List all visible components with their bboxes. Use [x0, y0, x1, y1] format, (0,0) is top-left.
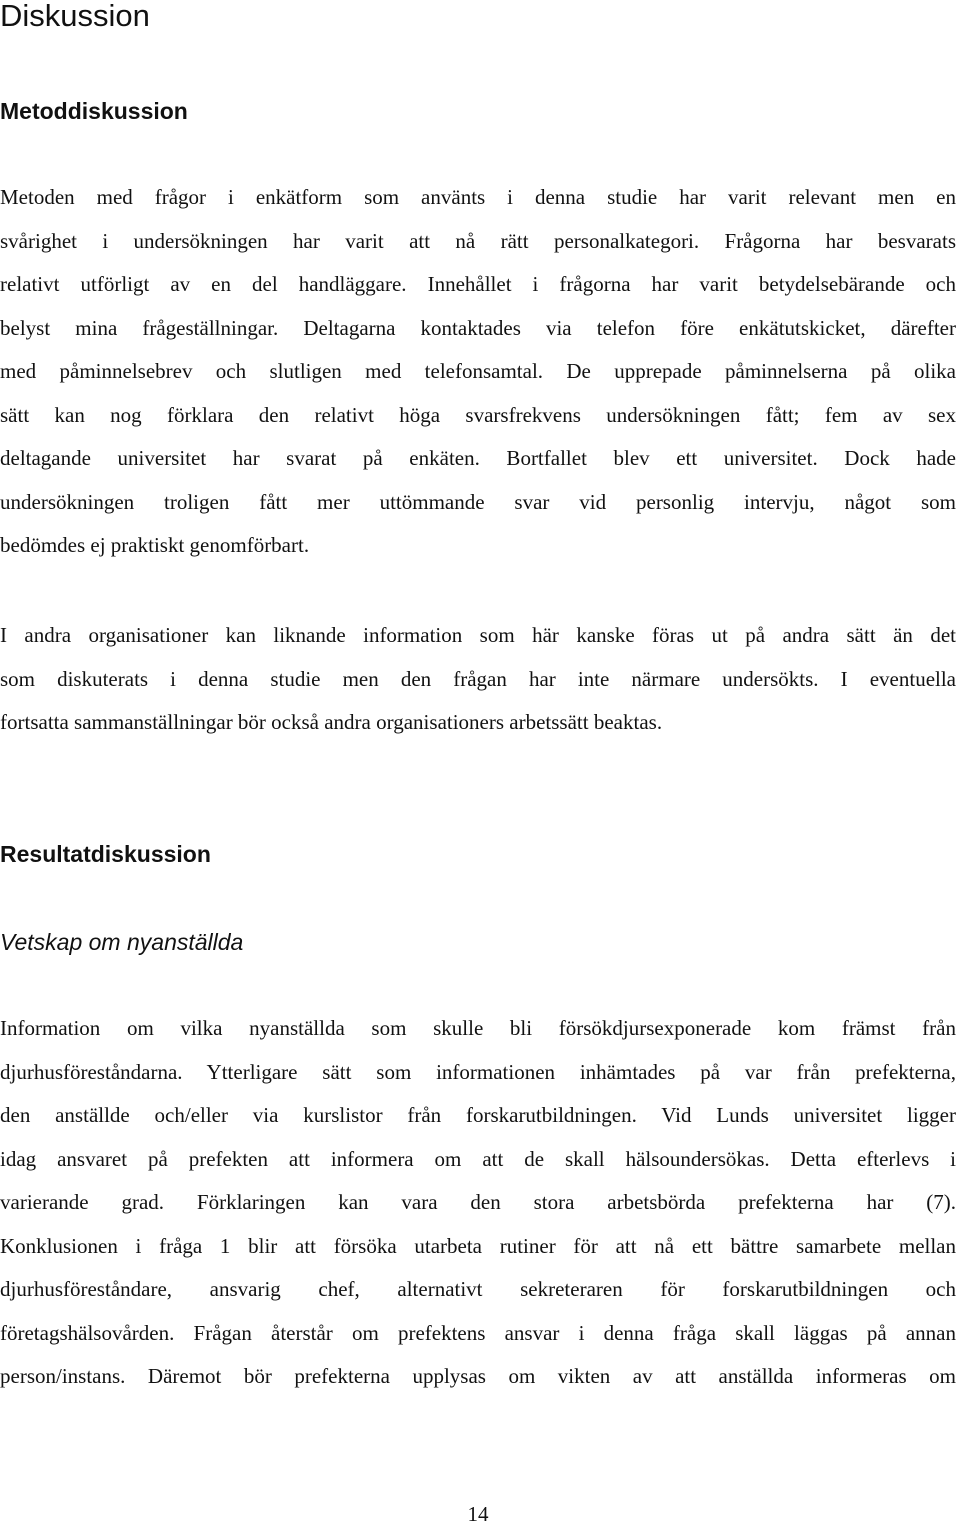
text-line: undersökningen troligen fått mer uttömmande svar vid personlig intervju, något som: [0, 489, 956, 514]
text-line: företagshälsovården. Frågan återstår om prefektens ansvar i denna fråga skall läggas på annan: [0, 1320, 956, 1345]
subsection-heading-vetskap: Vetskap om nyanställda: [0, 929, 244, 955]
section-heading-metoddiskussion: Metoddiskussion: [0, 98, 188, 124]
text-line: Information om vilka nyanställda som skulle bli försökdjursexponerade kom främst från: [0, 1016, 956, 1040]
text-line: Metoden med frågor i enkätform som använts i denna studie har varit relevant men en: [0, 185, 956, 209]
section-heading-resultatdiskussion: Resultatdiskussion: [0, 841, 211, 867]
page-title: Diskussion: [0, 0, 150, 33]
text-line: bedömdes ej praktiskt genomförbart.: [0, 533, 310, 557]
text-line: belyst mina frågeställningar. Deltagarna kontaktades via telefon före enkätutskicket, därefter: [0, 315, 956, 340]
text-line: svårighet i undersökningen har varit att nå rätt personalkategori. Frågorna har besvarats: [0, 228, 956, 253]
paragraph-metoddiskussion-2: [0, 614, 956, 745]
text-line: den anställde och/eller via kurslistor från forskarutbildningen. Vid Lunds universitet ligger: [0, 1103, 956, 1127]
text-line: idag ansvaret på prefekten att informera om att de skall hälsoundersökas. Detta efterlevs i: [0, 1146, 956, 1171]
text-line: person/instans. Däremot bör prefekterna upplysas om vikten av att anställda informeras om: [0, 1364, 956, 1388]
text-line: Konklusionen i fråga 1 blir att försöka utarbeta rutiner för att nå ett bättre samarbete mellan: [0, 1233, 956, 1258]
text-line: deltagande universitet har svarat på enkäten. Bortfallet blev ett universitet. Dock hade: [0, 446, 956, 470]
text-line: fortsatta sammanställningar bör också andra organisationers arbetssätt beaktas.: [0, 710, 663, 734]
text-line: I andra organisationer kan liknande information som här kanske föras ut på andra sätt än det: [0, 623, 956, 647]
page-number: 14: [467, 1502, 489, 1526]
text-line: med påminnelsebrev och slutligen med telefonsamtal. De upprepade påminnelserna på olika: [0, 359, 956, 383]
text-line: varierande grad. Förklaringen kan vara den stora arbetsbörda prefekterna har (7).: [0, 1190, 956, 1214]
text-line: djurhusföreståndarna. Ytterligare sätt som informationen inhämtades på var från prefekterna,: [0, 1059, 956, 1084]
paragraph-resultatdiskussion-1: [0, 1007, 956, 1399]
text-line: som diskuterats i denna studie men den frågan har inte närmare undersökts. I eventuella: [0, 666, 956, 691]
text-line: sätt kan nog förklara den relativt höga svarsfrekvens undersökningen fått; fem av sex: [0, 402, 956, 427]
text-line: relativt utförligt av en del handläggare. Innehållet i frågorna har varit betydelsebärande och: [0, 272, 956, 296]
paragraph-metoddiskussion-1: [0, 176, 956, 568]
text-line: djurhusföreståndare, ansvarig chef, alternativt sekreteraren för forskarutbildningen och: [0, 1277, 956, 1301]
